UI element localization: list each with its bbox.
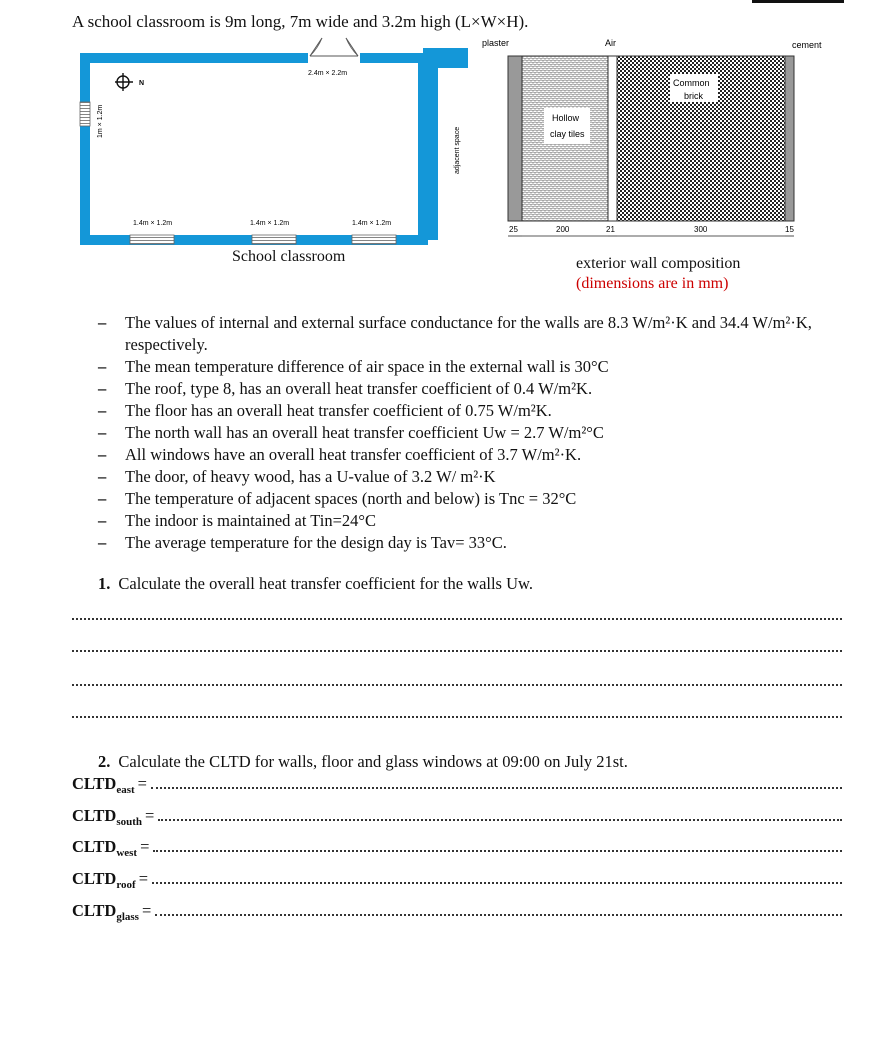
clay-tiles-label: clay tiles: [550, 129, 585, 139]
bullet-item: – The door, of heavy wood, has a U-value of 3.2 W/ m²·K: [98, 466, 818, 488]
bullet-item: – All windows have an overall heat transfer coefficient of 3.7 W/m²·K.: [98, 444, 818, 466]
plaster-layer: [508, 56, 522, 221]
south-window-3: [352, 235, 396, 244]
window-label-3: 1.4m × 1.2m: [352, 220, 392, 227]
dim-tile: 200: [556, 225, 570, 234]
adjacent-walls: [428, 63, 468, 240]
question-1-number: 1.: [98, 574, 111, 593]
adjacent-space-label: adjacent space: [454, 126, 461, 174]
cltd-east-row[interactable]: CLTD $_{east}$ =: [72, 774, 842, 794]
answer-line: [158, 818, 842, 821]
bullet-item: – The floor has an overall heat transfer coefficient of 0.75 W/m²K.: [98, 400, 818, 422]
cement-label: cement: [792, 40, 822, 50]
answer-line: [155, 913, 842, 916]
west-window-label: 1m × 1.2m: [97, 104, 104, 138]
intro-text: A school classroom is 9m long, 7m wide and 3.2m high (L×W×H).: [72, 12, 529, 31]
window-label-1: 1.4m × 1.2m: [133, 220, 173, 227]
wall-caption: exterior wall composition: [576, 255, 741, 272]
south-window-1: [130, 235, 174, 244]
answer-line[interactable]: [72, 682, 842, 686]
compass-icon: [115, 73, 144, 91]
dim-cement: 15: [785, 225, 794, 234]
cltd-west-row[interactable]: CLTD $_{west}$ =: [72, 837, 842, 857]
dim-plaster: 25: [509, 225, 518, 234]
wall-caption-units: (dimensions are in mm): [576, 275, 729, 292]
room-walls: [85, 58, 423, 240]
bullet-item: – The roof, type 8, has an overall heat transfer coefficient of 0.4 W/m²K.: [98, 378, 818, 400]
classroom-floor-plan: [78, 32, 473, 247]
cltd-south-row[interactable]: CLTD $_{south}$ =: [72, 806, 842, 826]
compass-label: N: [139, 80, 145, 87]
plaster-label: plaster: [482, 38, 510, 48]
door-label: 2.4m × 2.2m: [308, 70, 348, 77]
bullet-item: – The north wall has an overall heat transfer coefficient Uw = 2.7 W/m²°C: [98, 422, 818, 444]
question-1-text: Calculate the overall heat transfer coefficient for the walls Uw.: [118, 574, 533, 593]
answer-line[interactable]: [72, 714, 842, 718]
bullet-item: – The average temperature for the design day is Tav= 33°C.: [98, 532, 818, 554]
cltd-glass-row[interactable]: CLTD $_{glass}$ =: [72, 901, 842, 921]
common-label: Common: [673, 78, 710, 88]
brick-label: brick: [684, 91, 704, 101]
hollow-label: Hollow: [552, 113, 580, 123]
answer-line: [151, 786, 842, 789]
west-window: [80, 102, 90, 126]
question-2-number: 2.: [98, 752, 111, 771]
answer-line: [153, 849, 842, 852]
window-label-2: 1.4m × 1.2m: [250, 220, 290, 227]
answer-line[interactable]: [72, 616, 842, 620]
air-label: Air: [605, 38, 616, 48]
bullet-item: – The values of internal and external surface conductance for the walls are 8.3 W/m²·K and 34.4 W/m²·K, respectively.: [98, 312, 818, 356]
question-2: [98, 752, 628, 772]
plan-caption: School classroom: [232, 248, 346, 265]
bullet-item: – The mean temperature difference of air space in the external wall is 30°C: [98, 356, 818, 378]
question-1: [98, 574, 533, 594]
air-gap: [608, 56, 617, 221]
bullet-item: – The temperature of adjacent spaces (north and below) is Tnc = 32°C: [98, 488, 818, 510]
cltd-roof-row[interactable]: CLTD $_{roof}$ =: [72, 869, 842, 889]
dim-brick: 300: [694, 225, 708, 234]
south-window-2: [252, 235, 296, 244]
top-rule: [752, 0, 844, 3]
wall-section-diagram: [482, 36, 842, 246]
given-data-list: [98, 312, 818, 554]
cement-layer: [785, 56, 794, 221]
answer-line[interactable]: [72, 648, 842, 652]
answer-line: [152, 881, 842, 884]
question-2-text: Calculate the CLTD for walls, floor and glass windows at 09:00 on July 21st.: [118, 752, 628, 771]
dim-air: 21: [606, 225, 615, 234]
bullet-item: – The indoor is maintained at Tin=24°C: [98, 510, 818, 532]
